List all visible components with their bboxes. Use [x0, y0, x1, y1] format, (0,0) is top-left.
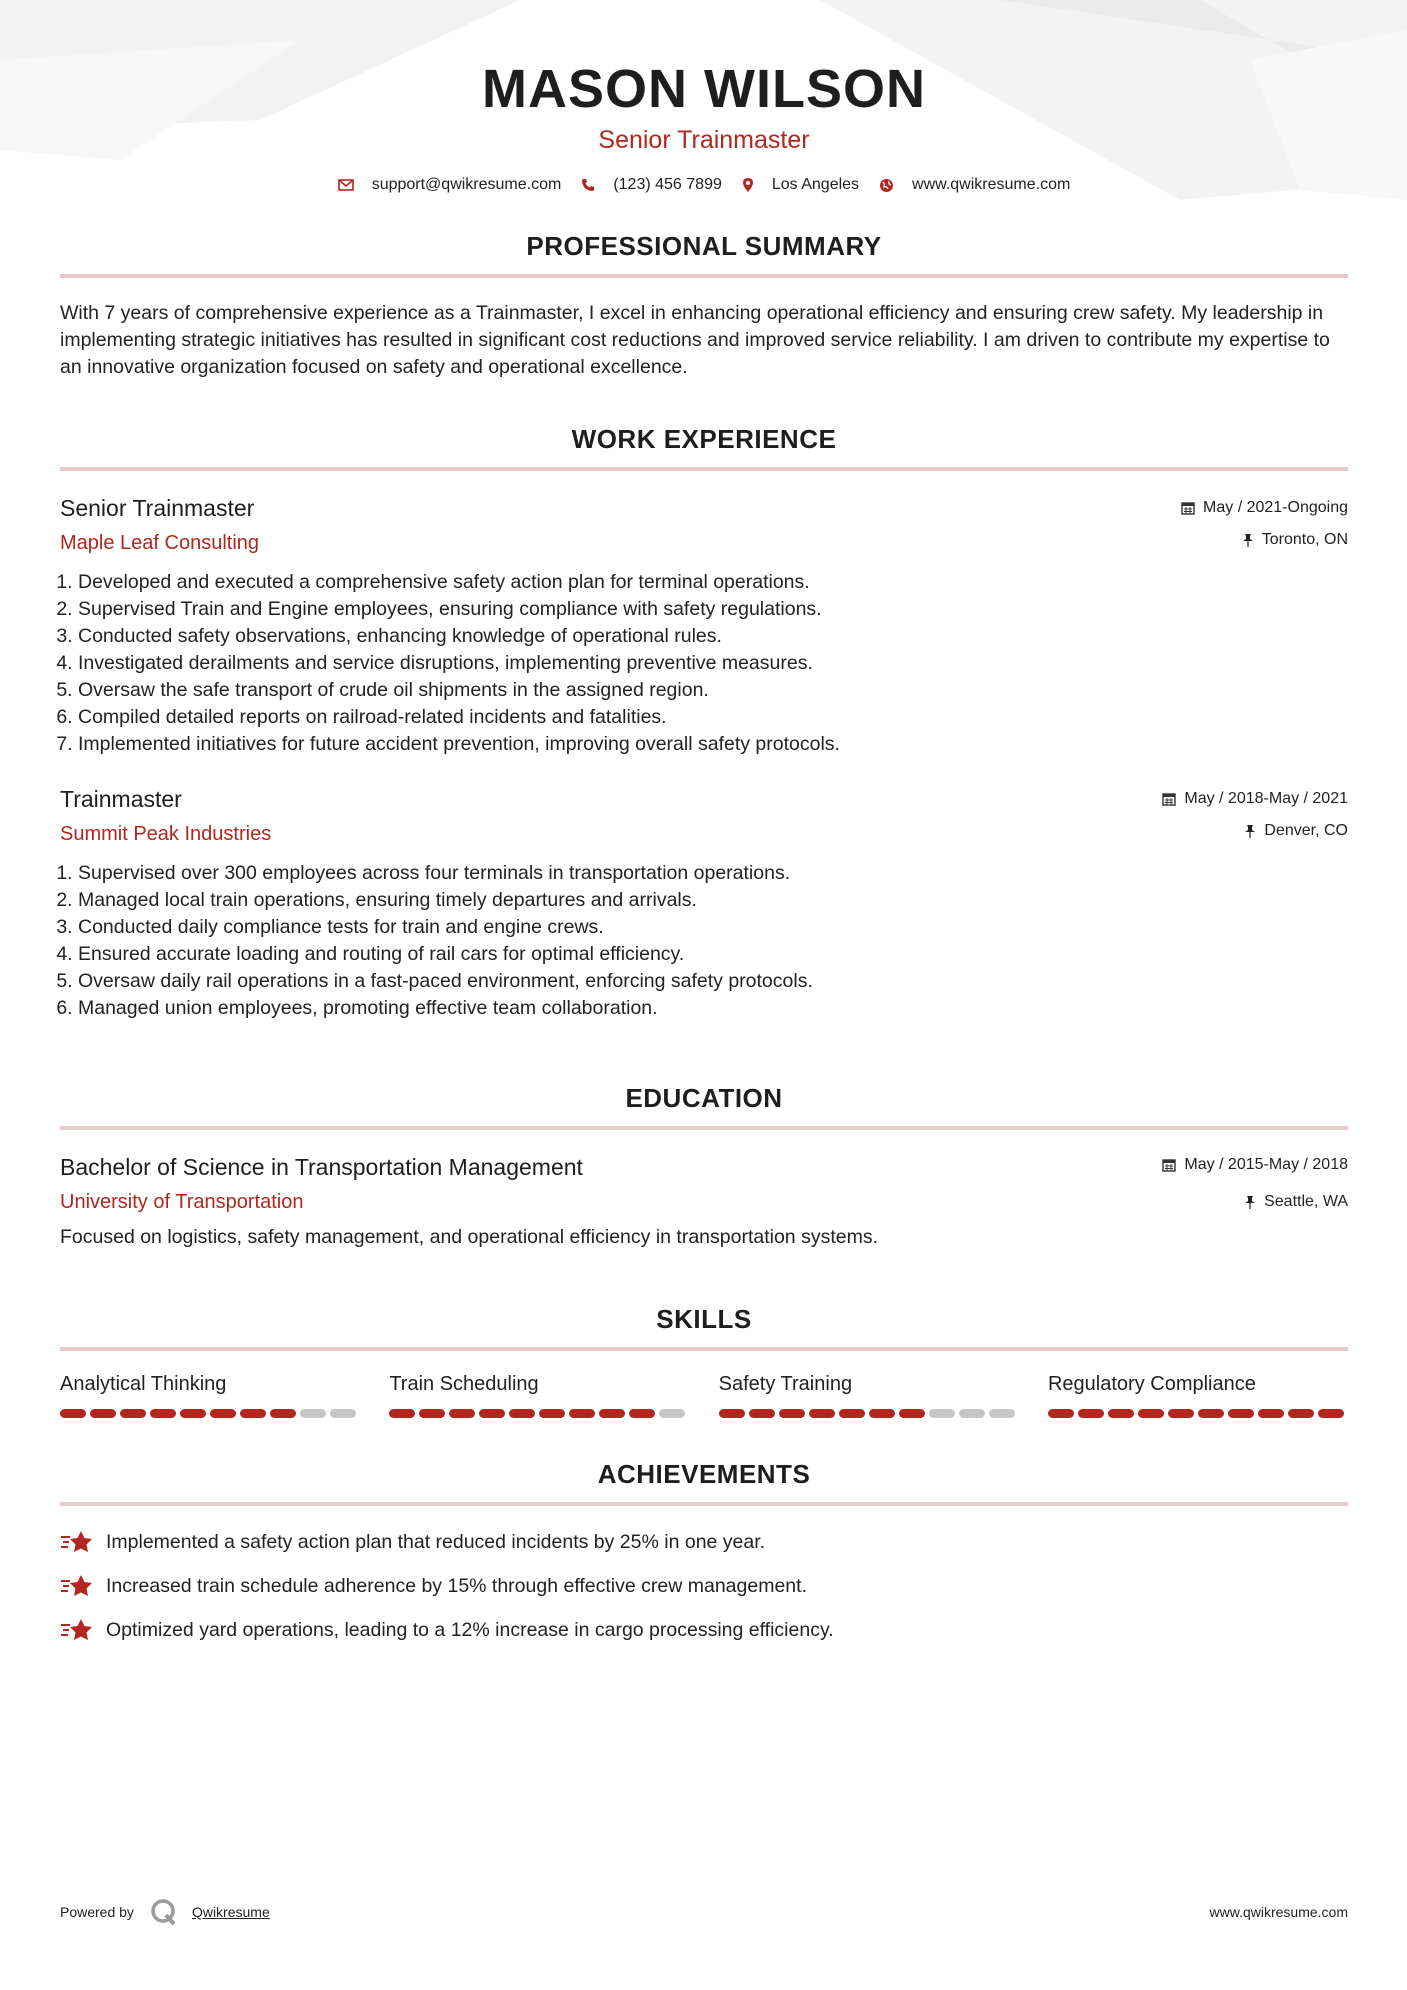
job-title: Trainmaster [60, 786, 182, 812]
star-icon [60, 1617, 94, 1643]
achievement-text: Increased train schedule adherence by 15% through effective crew management. [106, 1574, 807, 1597]
skill-dot-filled [389, 1409, 415, 1418]
skill-dot-filled [1138, 1409, 1164, 1418]
skill-dot-filled [1228, 1409, 1254, 1418]
contact-website[interactable] [879, 176, 1070, 194]
candidate-name: MASON WILSON [482, 59, 926, 119]
star-icon [60, 1573, 94, 1599]
contact-phone-text: (123) 456 7899 [613, 176, 722, 193]
skill-dot-filled [539, 1409, 565, 1418]
skill-dot-empty [659, 1409, 685, 1418]
section-divider [60, 1126, 1348, 1130]
skill-dot-filled [60, 1409, 86, 1418]
experience-section [60, 423, 1348, 1022]
skill-dot-filled [1108, 1409, 1134, 1418]
job-meta [1162, 788, 1348, 842]
achievement-text: Implemented a safety action plan that reduced incidents by 25% in one year. [106, 1530, 766, 1553]
job-location-text: Denver, CO [1264, 822, 1348, 839]
section-divider [60, 274, 1348, 278]
skill-item [60, 1371, 360, 1418]
skill-dot-empty [989, 1409, 1015, 1418]
candidate-title: Senior Trainmaster [598, 126, 810, 154]
skill-dot-filled [629, 1409, 655, 1418]
skill-dot-filled [809, 1409, 835, 1418]
star-icon [60, 1529, 94, 1555]
job-dates [1181, 497, 1348, 519]
map-pin-icon [742, 177, 754, 193]
qwikresume-logo-icon [150, 1898, 178, 1926]
calendar-icon [1181, 501, 1195, 515]
skill-dot-filled [1198, 1409, 1224, 1418]
skill-rating [60, 1409, 360, 1418]
skill-rating [389, 1409, 689, 1418]
phone-icon [581, 178, 595, 192]
skill-dot-filled [1288, 1409, 1314, 1418]
skills-section [60, 1303, 1348, 1418]
skill-dot-filled [449, 1409, 475, 1418]
job-dates [1162, 788, 1348, 810]
summary-text: With 7 years of comprehensive experience as a Trainmaster, I excel in enhancing operational efficiency and ensuring crew safety. My leadership in implementing strategic initiatives has resulted in significant cost reductions and improved service reliability. I am driven to contribute my expertise to an innovative organization focused on safety and operational excellence. [60, 302, 1330, 378]
calendar-icon [1162, 792, 1176, 806]
list-item: 2. Managed local train operations, ensuring timely departures and arrivals. [78, 887, 1348, 914]
list-item: 5. Oversaw daily rail operations in a fast-paced environment, enforcing safety protocols. [78, 968, 1348, 995]
skill-name: Analytical Thinking [60, 1373, 227, 1395]
contact-location [742, 176, 859, 194]
education-dates-text: May / 2015-May / 2018 [1184, 1156, 1348, 1173]
contact-website-text: www.qwikresume.com [912, 176, 1071, 193]
job-dates-text: May / 2021-Ongoing [1203, 499, 1348, 516]
skill-name: Regulatory Compliance [1047, 1373, 1256, 1395]
powered-by-label: Powered by [60, 1904, 134, 1920]
list-item: 6. Compiled detailed reports on railroad-related incidents and fatalities. [78, 704, 1348, 731]
skill-dot-filled [719, 1409, 745, 1418]
education-school: University of Transportation [60, 1191, 304, 1213]
list-item [60, 1608, 1348, 1652]
skill-dot-filled [479, 1409, 505, 1418]
job-location [1181, 529, 1348, 551]
skill-rating [719, 1409, 1019, 1418]
achievements-list [60, 1520, 1348, 1652]
education-meta [1162, 1154, 1348, 1213]
list-item: 1. Supervised over 300 employees across four terminals in transportation operations. [78, 860, 1348, 887]
skill-dot-filled [419, 1409, 445, 1418]
contact-phone[interactable] [581, 176, 722, 194]
list-item: 4. Investigated derailments and service disruptions, implementing preventive measures. [78, 650, 1348, 677]
qwikresume-link[interactable]: Qwikresume [191, 1904, 270, 1920]
skill-dot-filled [1078, 1409, 1104, 1418]
job-location [1162, 820, 1348, 842]
resume-header [60, 0, 1348, 194]
skill-rating [1048, 1409, 1348, 1418]
skill-item [389, 1371, 689, 1418]
list-item: 2. Supervised Train and Engine employees, ensuring compliance with safety regulations. [78, 596, 1348, 623]
list-item: 6. Managed union employees, promoting effective team collaboration. [78, 995, 1348, 1022]
education-degree: Bachelor of Science in Transportation Management [60, 1154, 583, 1180]
list-item [60, 1520, 1348, 1564]
education-description: Focused on logistics, safety management, and operational efficiency in transportation systems. [60, 1226, 878, 1248]
section-divider [60, 467, 1348, 471]
skill-dot-filled [1048, 1409, 1074, 1418]
list-item: 4. Ensured accurate loading and routing of rail cars for optimal efficiency. [78, 941, 1348, 968]
summary-heading: PROFESSIONAL SUMMARY [526, 231, 882, 261]
contact-bar [60, 176, 1348, 194]
education-section [60, 1082, 1348, 1251]
skills-heading: SKILLS [656, 1304, 752, 1334]
pushpin-icon [1242, 533, 1254, 547]
footer-website[interactable]: www.qwikresume.com [1209, 1904, 1348, 1920]
skill-name: Safety Training [718, 1373, 853, 1395]
skill-dot-empty [959, 1409, 985, 1418]
skill-dot-filled [1318, 1409, 1344, 1418]
achievements-heading: ACHIEVEMENTS [597, 1459, 811, 1489]
job-bullets [60, 860, 1348, 1022]
list-item [60, 1564, 1348, 1608]
calendar-icon [1162, 1158, 1176, 1172]
pushpin-icon [1244, 1195, 1256, 1209]
skill-dot-filled [509, 1409, 535, 1418]
job-company: Summit Peak Industries [60, 823, 272, 845]
pushpin-icon [1244, 824, 1256, 838]
skill-dot-filled [599, 1409, 625, 1418]
education-dates [1162, 1154, 1348, 1176]
job-entry [60, 493, 1348, 758]
envelope-icon [338, 179, 354, 191]
achievements-section [60, 1458, 1348, 1652]
skill-dot-filled [1168, 1409, 1194, 1418]
skill-dot-filled [270, 1409, 296, 1418]
list-item: 5. Oversaw the safe transport of crude oil shipments in the assigned region. [78, 677, 1348, 704]
footer-branding [60, 1898, 270, 1926]
skill-name: Train Scheduling [389, 1373, 539, 1395]
skill-item [1048, 1371, 1348, 1418]
list-item: 3. Conducted safety observations, enhancing knowledge of operational rules. [78, 623, 1348, 650]
skill-dot-filled [120, 1409, 146, 1418]
experience-heading: WORK EXPERIENCE [571, 424, 837, 454]
section-divider [60, 1502, 1348, 1506]
job-location-text: Toronto, ON [1261, 531, 1348, 548]
job-bullets [60, 569, 1348, 758]
skill-dot-filled [210, 1409, 236, 1418]
skill-dot-filled [749, 1409, 775, 1418]
job-entry [60, 784, 1348, 1022]
skill-dot-filled [839, 1409, 865, 1418]
skill-dot-filled [180, 1409, 206, 1418]
list-item: 3. Conducted daily compliance tests for train and engine crews. [78, 914, 1348, 941]
section-divider [60, 1347, 1348, 1351]
job-title: Senior Trainmaster [60, 495, 255, 521]
skill-dot-empty [330, 1409, 356, 1418]
skill-dot-filled [869, 1409, 895, 1418]
skill-dot-empty [300, 1409, 326, 1418]
skill-dot-filled [779, 1409, 805, 1418]
skill-dot-filled [90, 1409, 116, 1418]
skill-dot-empty [929, 1409, 955, 1418]
skill-dot-filled [569, 1409, 595, 1418]
skill-dot-filled [150, 1409, 176, 1418]
achievement-text: Optimized yard operations, leading to a 12% increase in cargo processing efficiency. [106, 1618, 834, 1641]
job-dates-text: May / 2018-May / 2021 [1184, 790, 1348, 807]
skill-dot-filled [1258, 1409, 1284, 1418]
skill-item [719, 1371, 1019, 1418]
skill-dot-filled [899, 1409, 925, 1418]
contact-email-text: support@qwikresume.com [371, 176, 562, 193]
list-item: 1. Developed and executed a comprehensive safety action plan for terminal operations. [78, 569, 1348, 596]
list-item: 7. Implemented initiatives for future accident prevention, improving overall safety protocols. [78, 731, 1348, 758]
education-heading: EDUCATION [625, 1083, 783, 1113]
contact-email[interactable] [338, 176, 562, 194]
education-location [1162, 1191, 1348, 1213]
resume-page [60, 0, 1348, 1652]
education-entry [60, 1152, 1348, 1251]
contact-location-text: Los Angeles [771, 176, 860, 193]
job-meta [1181, 497, 1348, 551]
skills-list [60, 1371, 1348, 1418]
education-location-text: Seattle, WA [1264, 1193, 1348, 1210]
skill-dot-filled [240, 1409, 266, 1418]
job-company: Maple Leaf Consulting [60, 532, 260, 554]
globe-icon [879, 178, 894, 193]
summary-section [60, 230, 1348, 381]
page-footer [60, 1898, 1348, 1926]
